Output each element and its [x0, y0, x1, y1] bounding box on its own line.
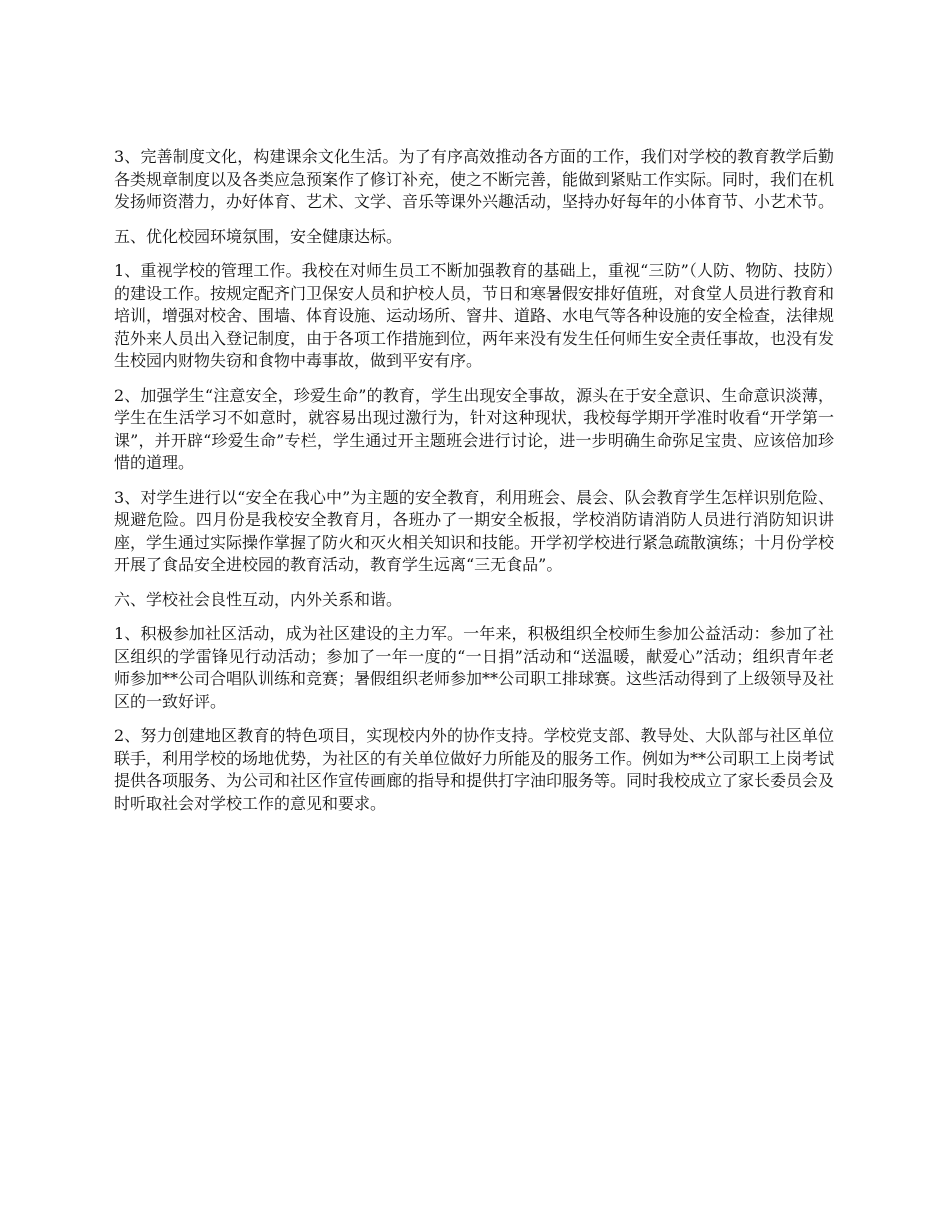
paragraph-safety-education: 2、加强学生“注意安全，珍爱生命”的教育，学生出现安全事故，源头在于安全意识、生命意识淡薄，学生在生活学习不如意时，就容易出现过激行为，针对这种现状，我校每学期开学准时收看“开学第一课”，并开辟“珍爱生命”专栏，学生通过开主题班会进行讨论，进一步明确生命弥足宝贵、应该倍加珍惜的道理。 [114, 385, 834, 472]
paragraph-regional-projects: 2、努力创建地区教育的特色项目，实现校内外的协作支持。学校党支部、教导处、大队部与社区单位联手，利用学校的场地优势，为社区的有关单位做好力所能及的服务工作。例如为**公司职工上岗考试提供各项服务、为公司和社区作宣传画廊的指导和提供打字油印服务等。同时我校成立了家长委员会及时听取社会对学校工作的意见和要求。 [114, 726, 835, 813]
paragraph-management-work: 1、重视学校的管理工作。我校在对师生员工不断加强教育的基础上，重视“三防”（人防、物防、技防）的建设工作。按规定配齐门卫保安人员和护校人员，节日和寒暑假安排好值班，对食堂人员进行教育和培训，增强对校舍、围墙、体育设施、运动场所、窨井、道路、水电气等各种设施的安全检查，法律规范外来人员出入登记制度，由于各项工作措施到位，两年来没有发生任何师生安全责任事故，也没有发生校园内财物失窃和食物中毒事故，做到平安有序。 [114, 261, 835, 370]
paragraph-system-culture: 3、完善制度文化，构建课余文化生活。为了有序高效推动各方面的工作，我们对学校的教育教学后勤各类规章制度以及各类应急预案作了修订补充，使之不断完善，能做到紧贴工作实际。同时，我们在机发扬师资潜力，办好体育、艺术、文学、音乐等课外兴趣活动，坚持办好每年的小体育节、小艺术节。 [114, 147, 835, 211]
section-heading-five: 五、优化校园环境氛围，安全健康达标。 [114, 226, 403, 246]
paragraph-community-activities: 1、积极参加社区活动，成为社区建设的主力军。一年来，积极组织全校师生参加公益活动：参加了社区组织的学雷锋见行动活动；参加了一年一度的“一日捐”活动和“送温暖，献爱心”活动；组织青年老师参加**公司合唱队训练和竞赛；暑假组织老师参加**公司职工排球赛。这些活动得到了上级领导及社区的一致好评。 [114, 624, 835, 711]
document-page [114, 146, 834, 827]
paragraph-safety-theme: 3、对学生进行以“安全在我心中”为主题的安全教育，利用班会、晨会、队会教育学生怎样识别危险、规避危险。四月份是我校安全教育月，各班办了一期安全板报，学校消防请消防人员进行消防知识讲座，学生通过实际操作掌握了防火和灭火相关知识和技能。开学初学校进行紧急疏散演练；十月份学校开展了食品安全进校园的教育活动，教育学生远离“三无食品”。 [114, 487, 835, 574]
section-heading-six: 六、学校社会良性互动，内外关系和谐。 [114, 589, 403, 609]
